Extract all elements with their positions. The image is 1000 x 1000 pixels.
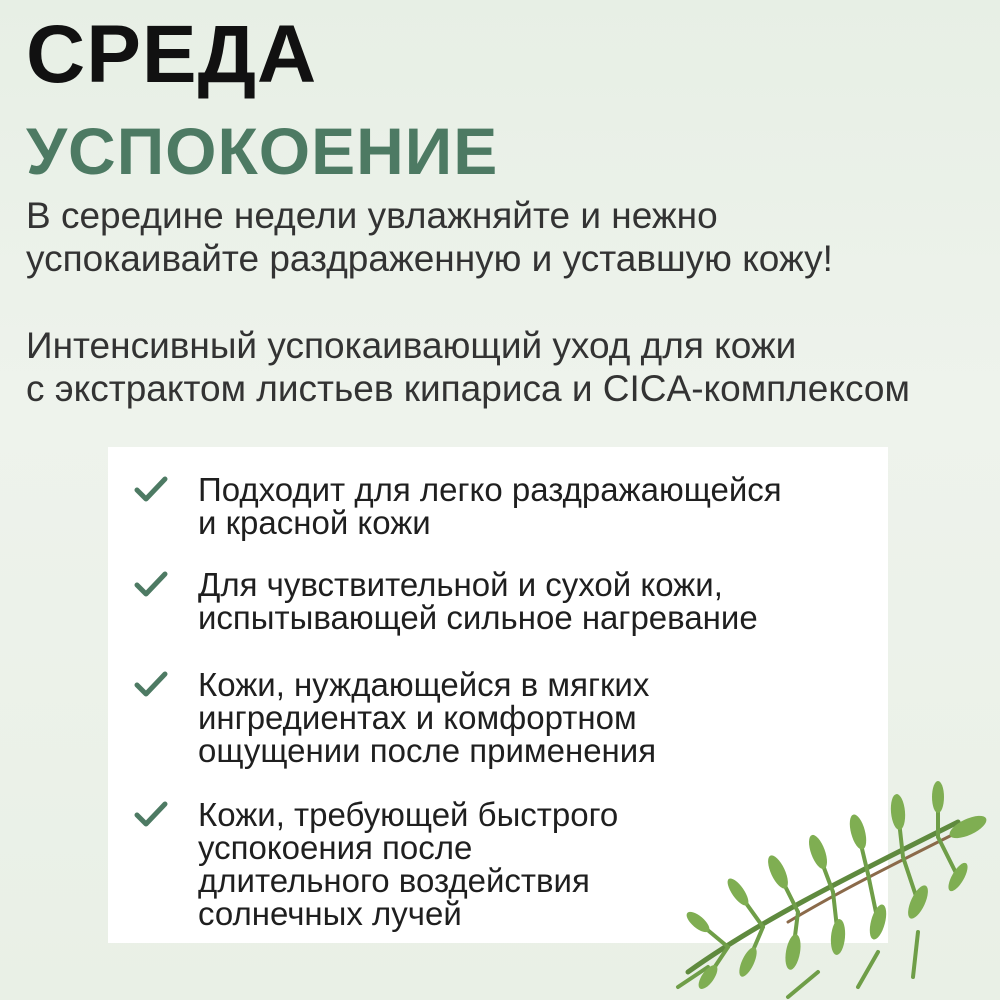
intro-text: В середине недели увлажняйте и нежно успокаивайте раздраженную и уставшую кожу! <box>26 195 833 279</box>
check-icon <box>134 800 168 830</box>
feature-text: Подходит для легко раздражающейся и красной кожи <box>198 471 782 541</box>
feature-item <box>134 798 618 930</box>
feature-text: Кожи, требующей быстрого успокоения после длительного воздействия солнечных лучей <box>198 796 619 932</box>
feature-item <box>134 568 758 634</box>
check-icon <box>134 570 168 600</box>
check-icon <box>134 670 168 700</box>
description-text: Интенсивный успокаивающий уход для кожи с экстрактом листьев кипариса и CICA-комплексом <box>26 325 910 409</box>
feature-item <box>134 668 656 767</box>
feature-text: Кожи, нуждающейся в мягких ингредиентах и комфортном ощущении после применения <box>198 666 657 769</box>
check-icon <box>134 475 168 505</box>
page-title: СРЕДА <box>26 9 318 100</box>
page-subtitle: УСПОКОЕНИЕ <box>26 114 499 188</box>
feature-item <box>134 473 782 539</box>
cypress-branch-icon <box>668 772 1000 1000</box>
feature-text: Для чувствительной и сухой кожи, испытывающей сильное нагревание <box>198 566 758 636</box>
